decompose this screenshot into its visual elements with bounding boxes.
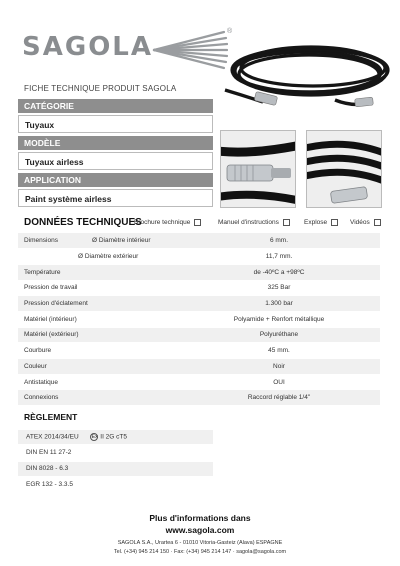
- row-label: Matériel (intérieur): [18, 311, 178, 327]
- row-value: 6 mm.: [178, 233, 380, 249]
- doc-option-videos[interactable]: [350, 219, 381, 226]
- more-info-text: Plus d'informations dans: [149, 513, 251, 523]
- table-row: [18, 343, 380, 359]
- category-header: CATÉGORIE: [18, 99, 213, 113]
- manual-checkbox[interactable]: [283, 219, 290, 226]
- application-value: Paint système airless: [18, 189, 213, 207]
- row-sublabel: Ø Diamètre extérieur: [78, 253, 139, 261]
- fitting-closeup-image: [220, 130, 296, 208]
- regulation-extra: II 2G cT5: [100, 433, 127, 441]
- regulation-text: DIN 8028 - 6.3: [26, 465, 69, 472]
- table-row: [18, 390, 380, 406]
- row-value: Noir: [178, 359, 380, 375]
- company-contact: Tel. (+34) 945 214 150 · Fax: (+34) 945 214 147 · sagola@sagola.com: [113, 549, 287, 555]
- doc-option-label: Vidéos: [350, 219, 370, 226]
- doc-option-brochure[interactable]: [134, 219, 201, 226]
- row-value: Raccord réglable 1/4": [178, 390, 380, 406]
- doc-option-manual[interactable]: [218, 219, 290, 226]
- table-row: [18, 249, 380, 265]
- application-header: APPLICATION: [18, 173, 213, 187]
- table-row: [18, 359, 380, 375]
- company-address: SAGOLA S.A., Urartea 6 - 01010 Vitoria-Gasteiz (Alava) ESPAGNE: [117, 540, 283, 546]
- hose-product-image: [215, 30, 390, 130]
- row-value: 325 Bar: [178, 280, 380, 296]
- row-label-cell: [18, 233, 178, 249]
- model-value: Tuyaux airless: [18, 152, 213, 170]
- table-row: [18, 233, 380, 249]
- regulation-item: [18, 462, 213, 476]
- table-row: [18, 296, 380, 312]
- regulation-item: [18, 478, 213, 492]
- table-row: [18, 327, 380, 343]
- row-label: Couleur: [18, 359, 178, 375]
- brochure-checkbox[interactable]: [194, 219, 201, 226]
- logo-text: SAGOLA: [22, 32, 153, 62]
- website-link[interactable]: www.sagola.com: [165, 525, 235, 535]
- row-value: Polyuréthane: [178, 327, 380, 343]
- row-label: Pression d'éclatement: [18, 296, 178, 312]
- doc-option-label: Manuel d'instructions: [218, 219, 279, 226]
- sagola-logo: [22, 28, 233, 74]
- regulation-text: DIN EN 11 27-2: [26, 449, 72, 456]
- row-label: Pression de travail: [18, 280, 178, 296]
- regulation-text: EGR 132 - 3.3.5: [26, 481, 73, 488]
- row-sublabel: Ø Diamètre intérieur: [91, 237, 151, 245]
- table-row: [18, 280, 380, 296]
- row-label: Température: [18, 264, 178, 280]
- row-label: Dimensions: [24, 237, 58, 245]
- row-label: Antistatique: [18, 374, 178, 390]
- videos-checkbox[interactable]: [374, 219, 381, 226]
- table-row: [18, 374, 380, 390]
- registered-mark: ®: [227, 28, 233, 35]
- row-label: Matériel (extérieur): [18, 327, 178, 343]
- table-row: [18, 311, 380, 327]
- atex-ex-icon: Ex: [91, 434, 98, 440]
- row-label: Courbure: [18, 343, 178, 359]
- regulation-title: RÈGLEMENT: [24, 412, 78, 422]
- row-value: OUI: [178, 374, 380, 390]
- doc-option-label: Brochure technique: [134, 219, 191, 226]
- category-value: Tuyaux: [18, 115, 213, 133]
- row-value: Polyamide + Renfort métallique: [178, 311, 380, 327]
- row-label: Connexions: [18, 390, 178, 406]
- explose-checkbox[interactable]: [331, 219, 338, 226]
- hose-coil-closeup-image: [306, 130, 382, 208]
- document-title: FICHE TECHNIQUE PRODUIT SAGOLA: [24, 84, 177, 93]
- doc-option-explose[interactable]: [304, 219, 338, 226]
- model-header: MODÈLE: [18, 136, 213, 150]
- row-value: 11,7 mm.: [178, 249, 380, 265]
- technical-data-table: [18, 233, 380, 406]
- row-label-cell: [18, 249, 178, 265]
- technical-data-title: DONNÉES TECHNIQUES: [24, 217, 142, 228]
- regulation-item: [18, 446, 213, 460]
- row-value: de -40ºC a +98ºC: [178, 264, 380, 280]
- regulation-item: [18, 430, 213, 444]
- row-value: 45 mm.: [178, 343, 380, 359]
- regulation-text: ATEX 2014/34/EU: [26, 433, 79, 441]
- table-row: [18, 264, 380, 280]
- row-value: 1.300 bar: [178, 296, 380, 312]
- doc-option-label: Explose: [304, 219, 328, 226]
